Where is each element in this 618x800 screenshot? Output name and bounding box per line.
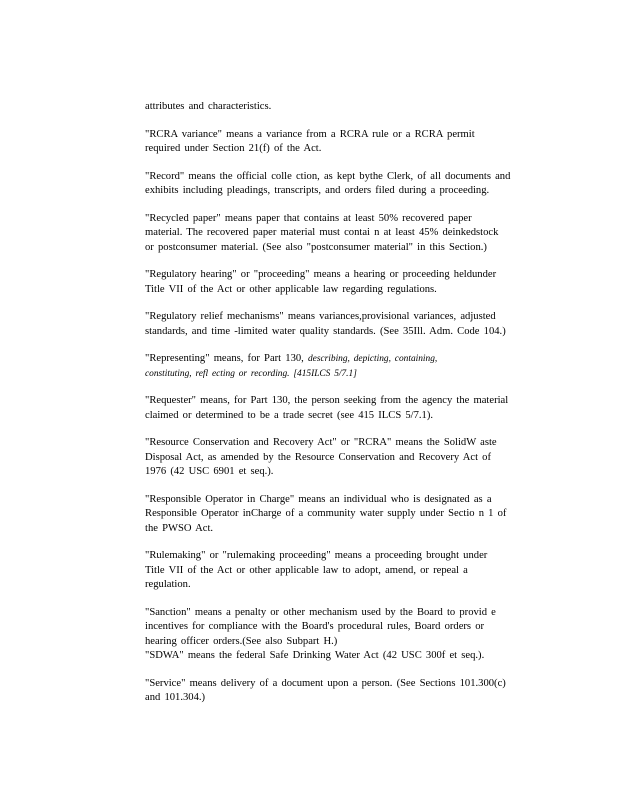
definition-sanction-sdwa (145, 606, 533, 664)
text-line: "Regulatory hearing" or "proceeding" means a hearing or proceeding heldunder (145, 269, 497, 280)
text-line: required under Section 21(f) of the Act. (145, 143, 322, 154)
definition-regulatory-relief-mechanisms (145, 310, 533, 339)
text-line: the PWSO Act. (145, 522, 214, 534)
definition-service (145, 677, 533, 706)
definition-record (145, 170, 533, 199)
text-line: attributes and characteristics. (145, 101, 272, 112)
text-line: "RCRA variance" means a variance from a RCRA rule or a RCRA permit (145, 128, 475, 140)
definition-regulatory-hearing (145, 268, 533, 297)
text-line: Title VII of the Act or other applicable law to adopt, amend, or repeal a (145, 564, 468, 576)
text-line (145, 367, 533, 382)
text-line (145, 352, 533, 367)
text-line: hearing officer orders.(See also Subpart H.) (145, 635, 338, 647)
text-line: regulation. (145, 579, 191, 590)
text-line: "Responsible Operator in Charge" means an individual who is designated as a (145, 493, 492, 505)
definition-recycled-paper (145, 212, 533, 256)
text-line: Title VII of the Act or other applicable law regarding regulations. (145, 283, 437, 295)
text-line: "Sanction" means a penalty or other mechanism used by the Board to provid e (145, 606, 496, 618)
text-line: "SDWA" means the federal Safe Drinking Water Act (42 USC 300f et seq.). (145, 650, 485, 661)
text-line: "Rulemaking" or "rulemaking proceeding" means a proceeding brought under (145, 550, 488, 561)
text-line: claimed or determined to be a trade secret (see 415 ILCS 5/7.1). (145, 409, 434, 421)
text-line: "Recycled paper" means paper that contains at least 50% recovered paper (145, 212, 472, 224)
definition-requester (145, 394, 533, 423)
definition-responsible-operator (145, 493, 533, 537)
text-line: Responsible Operator inCharge of a community water supply under Sectio n 1 of (145, 508, 507, 519)
page-content (145, 100, 533, 719)
text-line: or postconsumer material. (See also "postconsumer material" in this Section.) (145, 241, 487, 253)
definition-rcra-variance (145, 128, 533, 157)
text-line: "Record" means the official colle ction, as kept bythe Clerk, of all documents and (145, 170, 511, 182)
italic-text-segment: constituting, refl ecting or recording. [415ILCS 5/7.1] (145, 368, 357, 379)
italic-text-segment: describing, depicting, containing, (307, 354, 438, 364)
text-line: 1976 (42 USC 6901 et seq.). (145, 466, 274, 477)
text-line: and 101.304.) (145, 692, 206, 703)
text-segment: "Representing" means, for Part 130, (145, 353, 304, 364)
text-line: exhibits including pleadings, transcripts, and orders filed during a proceeding. (145, 185, 490, 196)
paragraph-attributes (145, 100, 533, 115)
text-line: standards, and time -limited water quality standards. (See 35Ill. Adm. Code 104.) (145, 325, 506, 337)
definition-representing (145, 352, 533, 381)
definition-rcra (145, 436, 533, 480)
text-line: incentives for compliance with the Board's procedural rules, Board orders or (145, 621, 485, 632)
text-line: "Regulatory relief mechanisms" means variances,provisional variances, adjusted (145, 311, 496, 322)
definition-rulemaking (145, 549, 533, 593)
text-line: "Resource Conservation and Recovery Act" or "RCRA" means the SolidW aste (145, 437, 497, 448)
text-line: Disposal Act, as amended by the Resource Conservation and Recovery Act of (145, 451, 491, 463)
text-line: "Service" means delivery of a document upon a person. (See Sections 101.300(c) (145, 677, 506, 689)
text-line: "Requester" means, for Part 130, the person seeking from the agency the material (145, 395, 509, 406)
text-line: material. The recovered paper material must contai n at least 45% deinkedstock (145, 227, 499, 238)
